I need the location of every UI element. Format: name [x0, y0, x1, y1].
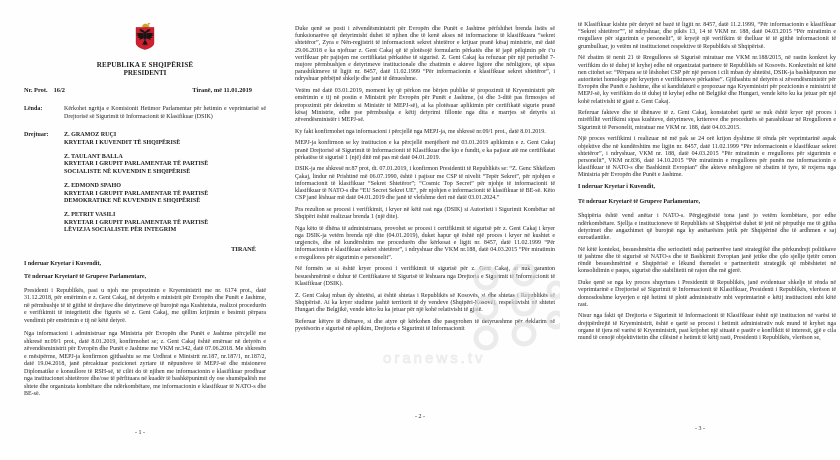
salutation: Të nderuar Kryetarë të Grupeve Parlamentare, [24, 274, 147, 281]
recipient-title-line: KRYETAR I GRUPIT PARLAMENTAR TË PARTISË [64, 219, 209, 226]
page-3-number: - 3 - [695, 426, 705, 432]
paragraph: MEPJ-ja konfirmon se ky institucion e ka përcjellë menjëherë më 03.01.2019 aplikimin e z. Gent Cakaj pranë Drejtorisë së Sigurimit të Informacionit të Klasifikuar dhe kjo e fundit, e ka pajisur atë me certifikatat përkatëse të sigurisë 1 (një) ditë më pas më datë 04.01.2019. [295, 140, 555, 161]
protocol-label: Nr. Prot. [24, 87, 48, 94]
paragraph: të Klasifikuar kishte për detyrë në bazë të ligjit nr. 8457, datë 11.2.1999, “Për informacionin e klasifikuar “Sekret shtetëror””, të ndryshuar, dhe pikës 13, 14 të VKM nr. 188, datë 04.03.2015 “Për miratimin e rregullave për sigurimin e personelit”, të kryejë një verifikim të thelluar të të gjithë informacionit të grumbulluar, jo vetëm në institucionet respektive të Republikës së Shqipërisë. [578, 22, 836, 50]
page-1-number: - 1 - [135, 430, 145, 436]
protocol-value: 16/2 [53, 87, 65, 94]
salutation: I nderuar Kryetar i Kuvendit, [578, 184, 655, 191]
paragraph: Duke qenë se posti i zëvendësministrit për Evropën dhe Punët e Jashtme përfshihet brenda listës së funksionarëve që detyrimisht duhet të njihen dhe të kenë akses në informacione të klasifikuara “sekret shtetëror”, Zyra e Nën-regjistrit të informacionit sekret shtetëror e krijuar pranë kësaj ministrie, më datë 29.06.2018 e ka njoftuar z. Gent Cakaj që të plotësojë formularin përkatës dhe të japë pëlqimin për t’u verifikuar për pajisjen me certifikatat përkatëse të sigurisë. Z. Gent Cakaj ka refuzuar për një periudhë 7-mujore përmbushjen e detyrimeve institucionale dhe zbatimin e akteve ligjore dhe nënligjore, që sipas parashikimeve të ligjit nr. 8457, datë 11.02.1999 “Për informacionin e klasifikuar sekret shtetëror”, i ndryshuar përbëjnë shkelje dhe janë të dënueshme. [295, 26, 555, 83]
salutation: I nderuar Kryetar i Kuvendit, [24, 260, 101, 267]
recipient-title-line: KRYETAR I GRUPIT PARLAMENTAR TË PARTISË [64, 190, 209, 197]
recipient-name: Z. GRAMOZ RUÇI [64, 132, 117, 139]
subject-label: Lënda: [24, 106, 43, 112]
recipient-title-line: DEMOKRATIKE NË KUVENDIN E SHQIPËRISË [64, 198, 201, 205]
recipient [64, 132, 208, 147]
paragraph: Z. Gent Cakaj mban dy shtetësi, ai është shtetas i Republikës së Kosovës, si dhe shtetas i Republikës së Shqipërisë. Ai ka kryer studime jashtë territorit të dy vendeve (Shqipëri-Kosovë), respektivisht në shtetet Hungari dhe Belgjikë, vende këto ku ka jetuar për një kohë relativisht të gjatë. [295, 292, 555, 313]
paragraph: Një proces verifikimi i realizuar në më pak se 24 orë krijon dyshime të rënda për veprimtarinë aspak objektive dhe në kundërshtim me ligjin nr. 8457, datë 11.02.1999 “Për informacionin e klasifikuar sekret shtetëror”, i ndryshuar, VKM nr. 188, datë 04.03.2015 “Për miratimin e rregullores për sigurimin e personelit”, VKM nr.836, datë 14.10.2015 “Për miratimin e rregullores për punën me informacionin e klasifikuar të NATO-s dhe Bashkimit Evropian” dhe akteve nënligjore në zbatim të tyre, të nxjerra nga Ministria për Evropën dhe Punët e Jashtme. [578, 136, 836, 179]
page-3-body [578, 22, 836, 342]
page-2-number: - 2 - [415, 414, 425, 420]
page-1 [0, 0, 280, 460]
paragraph: Presidenti i Republikës, pasi u njoh me propozimin e Kryeministrit me nr. 6174 prot., datë 31.12.2018, për emërimin e z. Gent Cakaj, në detyrën e ministrit për Evropën dhe Punët e Jashtme, në përmbushje të të gjithë të drejtave dhe detyrimeve që burojnë nga Kushtetuta, realizoi procedurën e verifikimit të integritetit dhe figurës së z. Gent Cakaj, me qëllim krijimin e besimit përpara vendimit për emërimin e tij në këtë detyrë. [24, 287, 266, 324]
watermark-text: oranews.tv [383, 350, 486, 367]
page-2 [280, 0, 560, 460]
paragraph: Nga informacioni i administruar nga Ministria për Evropën dhe Punët e Jashtme përcjellë me shkresë nr.09/1 prot., datë 8.01.2019, konfirmohet se; z. Gent Cakaj është emëruar në detyrën e zëvendësministrit për Evropën dhe Punët e Jashtme me VKM nr.342, datë 07.06.2018. Me shkresën e mësipërme, MEPJ-ja konfirmon gjithashtu se me Urdhrat e Ministrit nr.187, nr.187/1, nr.187/2, datë 19.04.2018, janë përcaktuar pozicionet zyrtare të nëpunësve të MEPJ-së dhe misioneve Diplomatike e konsullore të RSH-së, të cilët do të njihen me informacionin e klasifikuar prodhuar nga institucionet shtetërore dhe/ose të përfituara në kuadër të bashkëpunimit dy ose shumëpalësh me shtete dhe organizata kombëtare dhe ndërkombëtare, me informacionin e klasifikuar të NATO-s dhe BE-së. [24, 331, 266, 398]
recipient-name: Z. EDMOND SPAHO [64, 183, 121, 190]
recipient [64, 183, 208, 205]
paragraph: Duke qenë se nga ky proces shqyrtues i Presidentit të Republikës, janë evidentuar shkelje të rënda në veprimtarinë e Drejtorisë së Sigurimit të Informacionit të Klasifikuar, Presidenti i Republikës, vlerëson të domosdoshme kryerjen e një hetimi të plotë administrativ mbi veprimtarinë e këtij institucioni mbi këtë rast. [578, 280, 836, 308]
page-3 [560, 0, 840, 460]
subject-text: Kërkohet ngritja e Komisionit Hetimor Parlamentar për hetimin e veprimtarisë së Drejtorisë së Sigurimit të Informacionit të Klasifikuar (DSIK) [64, 106, 266, 120]
paragraph: Në këtë kontekst, besueshmëria dhe serioziteti ndaj partnerëve tanë strategjikë dhe përkundrejt politikave të jashtme dhe të sigurisë së NATO-s dhe të Bashkimit Evropian janë jetike dhe çdo sjellje tjetër cenon rëndë besueshmërinë e Shqipërisë e lëkund themelet e partneritetit strategjik që mbështetet në konsolidimin e paqes, sigurisë dhe stabilitetit në rajon dhe më gjerë. [578, 246, 836, 275]
recipient-name: Z. TAULANT BALLA [64, 154, 123, 160]
paragraph: Në formën se si është kryer procesi i verifikimit të sigurisë për z. Gent Cakaj, ai nuk garanton besueshmërinë e duhur të Certifikatave të Sigurisë të lëshuara nga Drejtoria e Sigurimit të Informacionit të Klasifikuar (DSIK). [295, 266, 555, 287]
republic-title: REPUBLIKA E SHQIPËRISË [96, 61, 194, 69]
salutation: Të nderuar Kryetarë të Grupeve Parlamentare, [578, 198, 701, 205]
recipient-title-line: SOCIALISTE NË KUVENDIN E SHQIPËRISË [64, 168, 191, 175]
recipient [64, 154, 208, 176]
protocol-row [24, 87, 266, 94]
place-date: Tiranë, më 11.01.2019 [192, 87, 252, 94]
city-line: TIRANË [231, 245, 256, 253]
addressed-label: Drejtuar: [24, 132, 49, 139]
paragraph: Nisur nga fakti që Drejtoria e Sigurimit të Informacionit të Klasifikuar është një institucion në varësi të drejtpërdrejtë të Kryeministrit, është e qartë se procesi i hetimit administrativ nuk mund të kryhet nga organe të tjera në varësi të Kryeministrit, pasi krijohet një situatë e pastër e konfliktit të interesit, gjë e cila mund të cenojë objektivitetin dhe cilësinë e hetimit të këtij rasti, Presidenti i Republikës, vlerëson se, [578, 313, 836, 342]
paragraph: Vetëm më datë 03.01.2019, moment ky që përkon me bërjen publike të propozimit të Kryeministrit për emërimin e tij në postin e Ministrit për Evropën për Punët e Jashtme, (si dhe 3-ditë pas firmosjes së propozimit për dekretim si Ministër të MEPJ-së), ai ka plotësuar aplikimin për certifikatë sigurie pranë kësaj Ministrie, edhe pse përmbushja e këtij detyrimi fillonte nga dita e marrjes së detyrës si zëvendësministër i MEPJ-së. [295, 88, 555, 123]
protocol-number [24, 87, 71, 94]
paragraph: Referuar këtyre të dhënave, si dhe atyre që kërkohen dhe pasqyrohen të detyrueshme për deklarim në pyetësorin e sigurisë në aplikim, Drejtoria e Sigurimit të Informacionit [295, 318, 555, 332]
office-title: PRESIDENTI [123, 69, 167, 77]
albanian-eagle-shield-icon [133, 20, 157, 54]
paragraph: DSIK-ja me shkresë nr.87 prot, dt. 07.01.2019, i konfirmon Presidentit të Republikës se: “Z. Genc Shkëlzen Çakaj, lindur në Prishtinë më 06.07.1990, është i pajisur me CSP të nivelit “Tepër Sekret”, për njohjen e informacionit të klasifikuar “Sekret Shtetëror”; “Cosmic Top Secret” për njohje të informacionit të klasifikuar të NATO-s dhe “EU Secret Sekret UE”, për njohjen e informacionit të klasifikuar të BE-së. Këto CSP janë lëshuar më datë 04.01.2019 dhe janë të vlefshme deri më datë 03.01.2024.” [295, 166, 555, 202]
paragraph: Nga këto të dhëna të administruara, provohet se procesi i certifikimit të sigurisë për z. Gent Cakaj i kryer nga DSIK-ja vetëm brenda një dite (04.01.2019), duket hapur që është një proces i kryer në kushtet e urgjencës, dhe në kundërshtim me procedurën dhe kërkesat e ligjit nr. 8457, datë 11.02.1999 “Për informacionin e klasifikuar sekret shtetëror”, i ndryshuar dhe VKM nr.188, datë 04.03.2015 “Për miratimin e rregullores për sigurimin e personelit”. [295, 225, 555, 261]
subject-row [24, 106, 266, 121]
recipients-list [64, 132, 208, 234]
paragraph: Pra rezulton se procesi i verifikimit, i kryer në këtë rast nga (DSIK) si Autoriteti i Sigurimit Kombëtar në Shqipëri është realizuar brenda 1 (një dite). [295, 206, 555, 221]
recipient-title-line: LËVIZJA SOCIALISTE PËR INTEGRIM [64, 227, 177, 234]
addressed-row [24, 132, 266, 234]
page-1-body [24, 261, 266, 399]
paragraph: Shqipëria është vend anëtar i NATO-s. Përgjegjësitë tona janë jo vetëm kombëtare, por edhe ndërkombëtare. Sjellja e institucioneve të Republikës së Shqipërisë duhet të jetë në përputhje me të gjitha detyrimet dhe angazhimet që burojnë nga ky anëtarësim jetik për Shqipërinë dhe të ardhmen e saj euroatlantike. [578, 213, 836, 242]
recipient [64, 212, 208, 234]
recipient-name: Z. PETRIT VASILI [64, 212, 116, 219]
paragraph: Ky fakt konfirmohet nga informacioni i përcjellë nga MEPJ-ja, me shkresë nr.09/1 prot., datë 8.01.2019. [295, 128, 546, 135]
presidential-emblem [24, 20, 266, 59]
recipient-title-line: KRYETAR I GRUPIT PARLAMENTAR TË PARTISË [64, 161, 209, 168]
recipient-title-line: KRYETAR I KUVENDIT TË SHQIPËRISË [64, 139, 181, 146]
page-2-body [295, 26, 555, 333]
paragraph: Në zbatim të nenit 21 të Rregullores së Sigurisë miratuar me VKM nr.188/2015, në rastin konkret ky verifikim do të duhej të kryhej edhe në organizatat partnere të Republikës së Kosovës. Konkretisht në këtë nen citohet se: “Përpara se të lëshohet CSP për një person i cili mban dy shtetësi, DSIK-ja bashkëpunon me autoritetet homologe për kryerjen e verifikimeve përkatëse”. Gjithashtu në detyrën si zëvendësministër për Evropën dhe Punët e Jashtme, dhe si kandidaturë e propozuar nga Kryeministri për pozicionin e ministrit të MEPJ-së, ky verifikim do të duhej të kryhej edhe në Belgjikë dhe Hungari, vende këto ku ka jetuar për një kohë relativisht të gjatë z. Gent Cakaj. [578, 55, 836, 105]
paragraph: Referuar fakteve dhe të dhënave të z. Gent Cakaj, konstatohet qartë se nuk është kryer një proces i mirëfilltë verifikimi sipas kushteve, detyrimeve, kritereve dhe procedurës së parashikuar në Rregulloren e Sigurimit të Personelit, miratuar me VKM nr. 188, datë 04.03.2015. [578, 110, 836, 131]
